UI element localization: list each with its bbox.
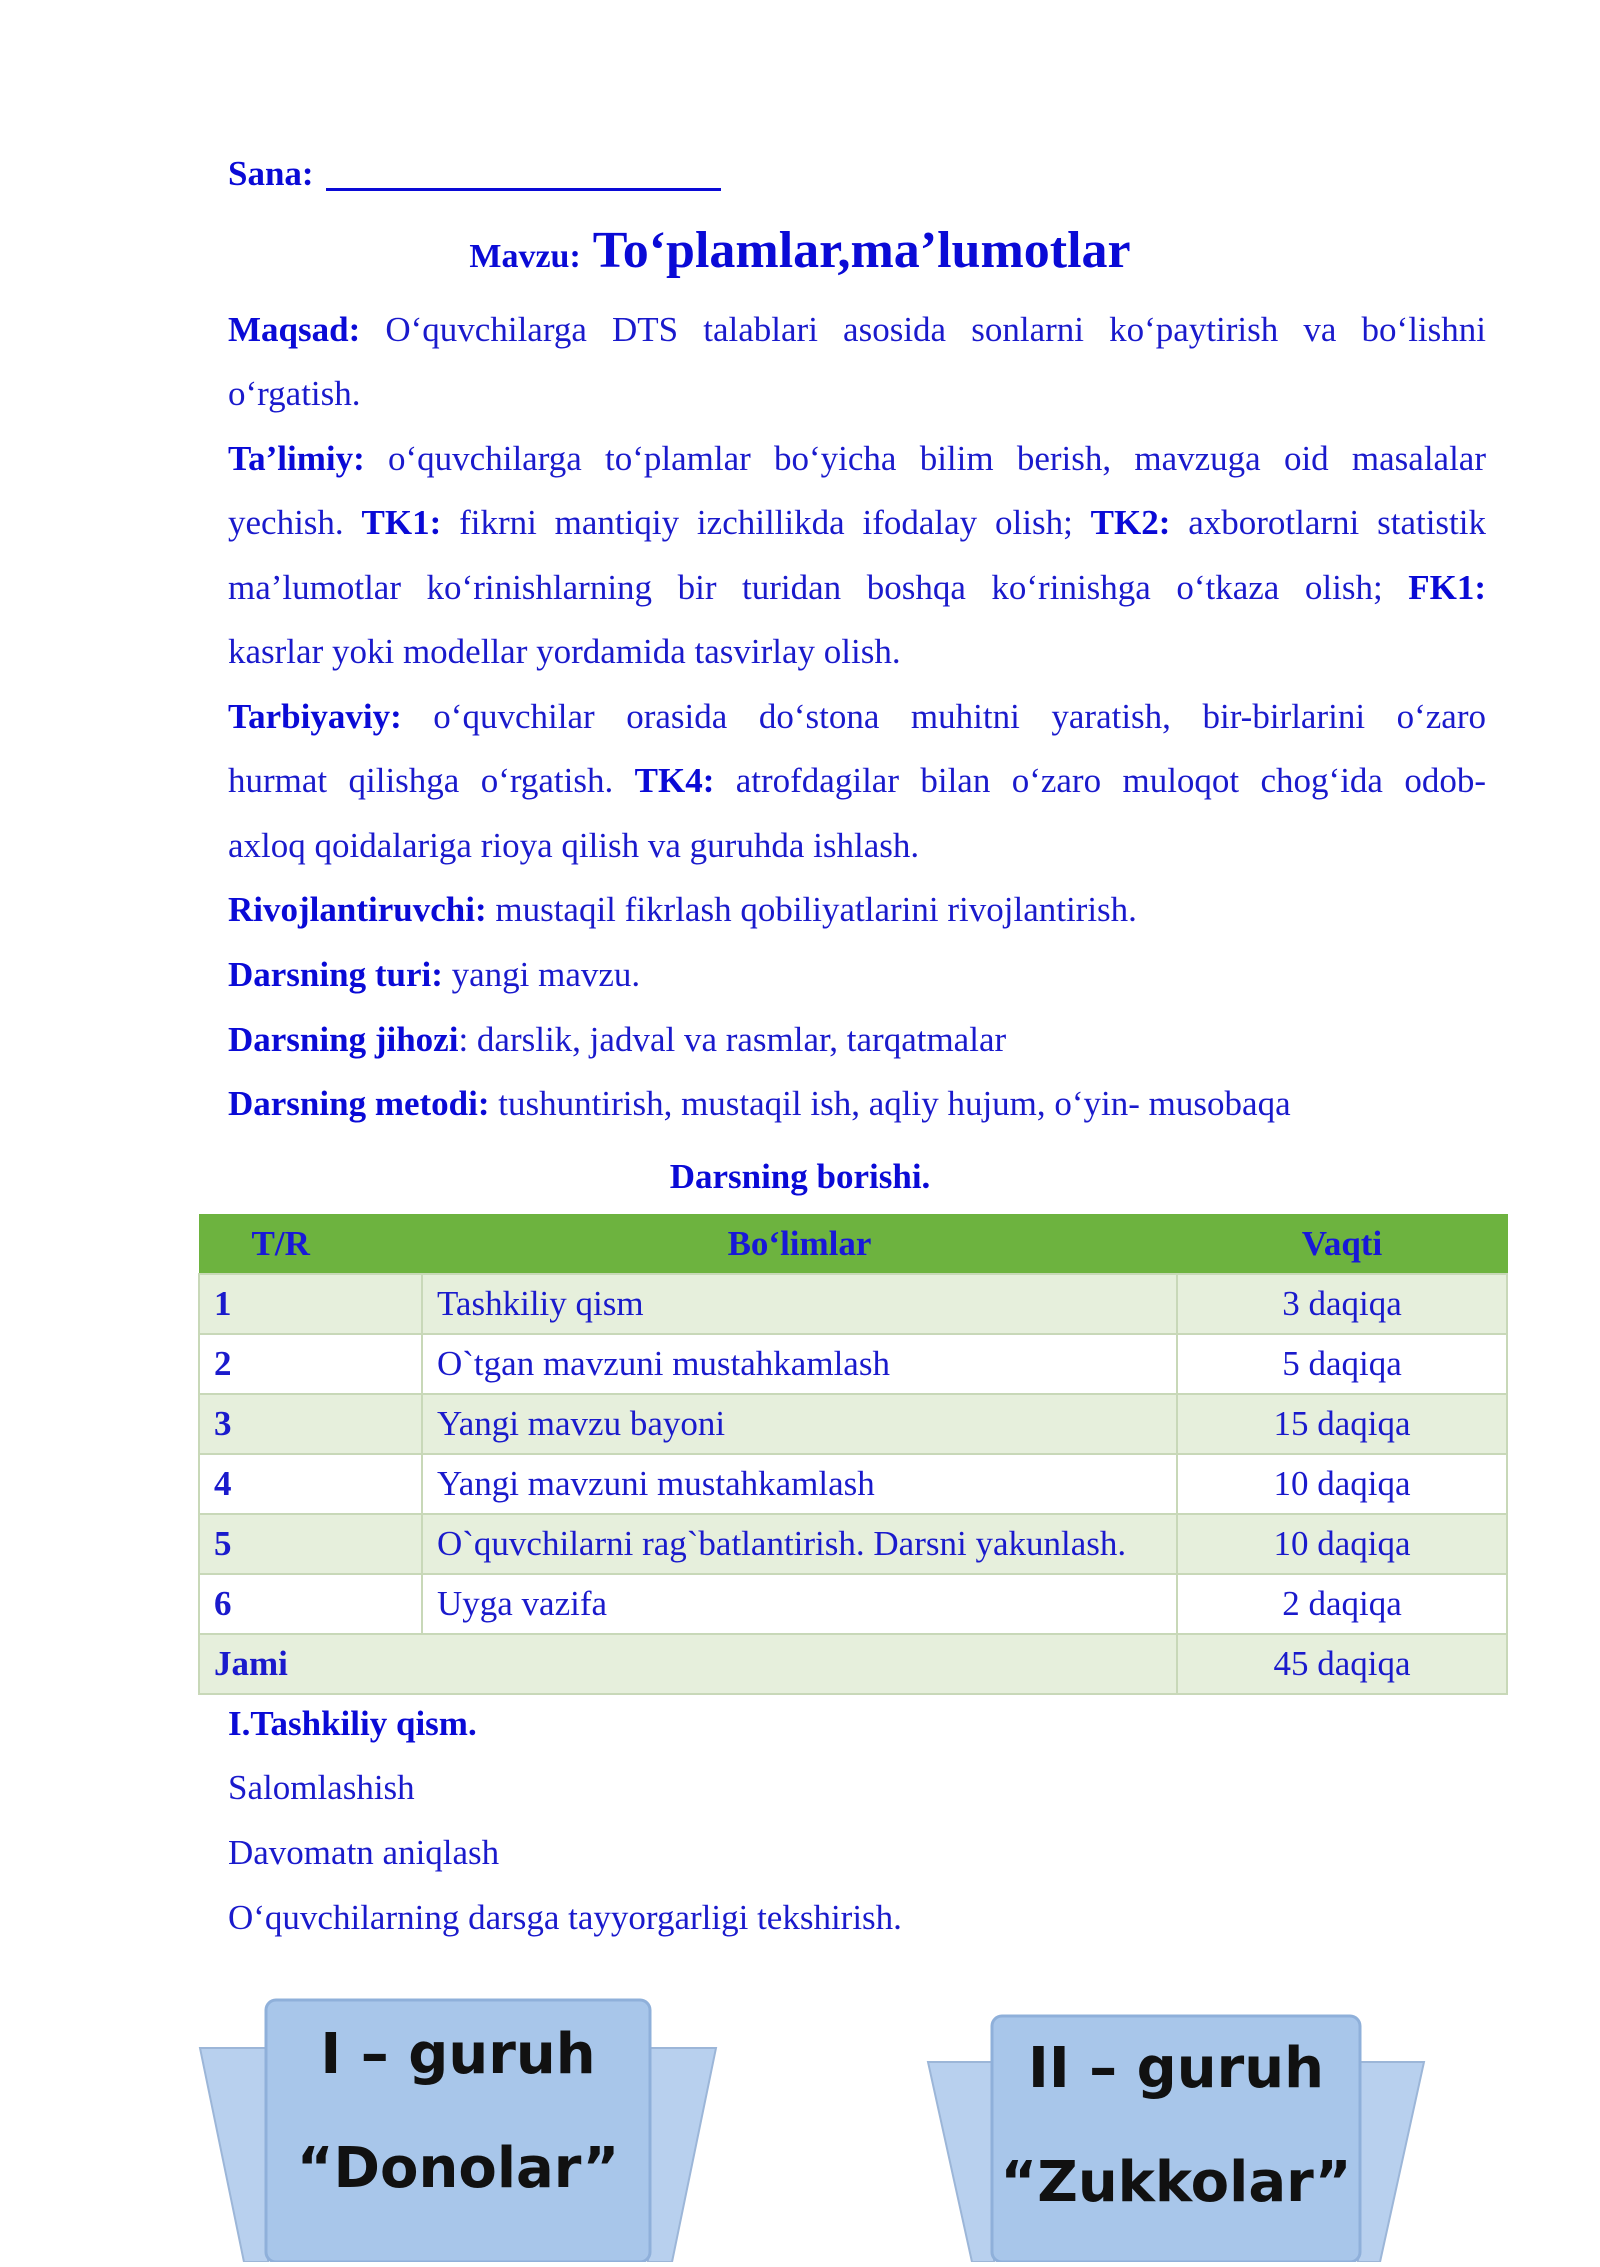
educational-text-2a: yechish. <box>228 503 362 542</box>
upbringing-text-2b: atrofdagilar bilan o‘zaro muloqot chog‘ida odob- <box>714 761 1486 800</box>
educational-line-1 <box>228 427 1486 491</box>
group-banner-1 <box>198 1996 718 2262</box>
row-number: 5 <box>199 1514 422 1574</box>
lesson-method-text: tushuntirish, mustaqil ish, aqliy hujum, o‘yin- musobaqa <box>489 1084 1291 1123</box>
lesson-type-label: Darsning turi: <box>228 955 443 994</box>
group-banner-2 <box>926 2012 1426 2262</box>
table-row <box>199 1394 1507 1454</box>
table-row <box>199 1454 1507 1514</box>
row-section: O`quvchilarni rag`batlantirish. Darsni yakunlash. <box>422 1514 1177 1574</box>
group-name-1: “Donolar” <box>296 2136 620 2201</box>
row-time: 10 daqiqa <box>1177 1454 1507 1514</box>
lesson-equipment-label: Darsning jihozi <box>228 1020 459 1059</box>
upbringing-line-2 <box>228 749 1486 813</box>
educational-text-2c: axborotlarni statistik <box>1170 503 1486 542</box>
educational-text-3: ma’lumotlar ko‘rinishlarning bir turidan boshqa ko‘rinishga o‘tkaza olish; <box>228 568 1409 607</box>
topic-line <box>0 216 1600 298</box>
group-name-2: “Zukkolar” <box>1000 2150 1352 2215</box>
row-section: Yangi mavzu bayoni <box>422 1394 1177 1454</box>
organizational-heading: I.Tashkiliy qism. <box>228 1704 477 1743</box>
row-time: 10 daqiqa <box>1177 1514 1507 1574</box>
lesson-type-line <box>228 943 1486 1007</box>
row-time: 2 daqiqa <box>1177 1574 1507 1634</box>
goal-text-2: o‘rgatish. <box>228 374 361 413</box>
total-time: 45 daqiqa <box>1177 1634 1507 1694</box>
developmental-text: mustaqil fikrlash qobiliyatlarini rivojlantirish. <box>486 890 1137 929</box>
educational-text-1: o‘quvchilarga to‘plamlar bo‘yicha bilim berish, mavzuga oid masalalar <box>364 439 1486 478</box>
goal-label: Maqsad: <box>228 310 361 349</box>
upbringing-line-3 <box>228 814 1486 878</box>
table-row <box>199 1574 1507 1634</box>
row-number: 1 <box>199 1274 422 1334</box>
lesson-plan-table <box>198 1214 1508 1695</box>
date-line <box>228 142 1486 206</box>
lesson-method-line <box>228 1072 1486 1136</box>
lesson-method-label: Darsning metodi: <box>228 1084 490 1123</box>
lesson-equipment-text: : darslik, jadval va rasmlar, tarqatmalar <box>458 1020 1007 1059</box>
row-number: 4 <box>199 1454 422 1514</box>
upbringing-text-3: axloq qoidalariga rioya qilish va guruhda ishlash. <box>228 826 920 865</box>
topic-title: To‘plamlar,ma’lumotlar <box>592 222 1131 279</box>
developmental-label: Rivojlantiruvchi: <box>228 890 487 929</box>
fk1-label: FK1: <box>1408 568 1486 607</box>
row-number: 6 <box>199 1574 422 1634</box>
educational-line-3 <box>228 556 1486 620</box>
table-row <box>199 1514 1507 1574</box>
row-section: Tashkiliy qism <box>422 1274 1177 1334</box>
tk2-label: TK2: <box>1090 503 1171 542</box>
table-header-time: Vaqti <box>1177 1215 1507 1275</box>
group-title-1: I – guruh <box>320 2022 596 2087</box>
upbringing-line-1 <box>228 685 1486 749</box>
row-section: Uyga vazifa <box>422 1574 1177 1634</box>
table-header-number: T/R <box>199 1215 422 1275</box>
row-number: 2 <box>199 1334 422 1394</box>
lesson-progress-title: Darsning borishi. <box>669 1157 931 1196</box>
table-row <box>199 1274 1507 1334</box>
table-header-row <box>199 1215 1507 1275</box>
date-blank <box>326 148 721 191</box>
upbringing-label: Tarbiyaviy: <box>228 697 402 736</box>
organizational-item: O‘quvchilarning darsga tayyorgarligi tekshirish. <box>228 1898 902 1937</box>
upbringing-text-1: o‘quvchilar orasida do‘stona muhitni yaratish, bir-birlarini o‘zaro <box>401 697 1486 736</box>
table-header-sections: Bo‘limlar <box>422 1215 1177 1275</box>
upbringing-text-2a: hurmat qilishga o‘rgatish. <box>228 761 635 800</box>
table-row <box>199 1334 1507 1394</box>
developmental-line <box>228 878 1486 942</box>
date-label: Sana: <box>228 154 314 193</box>
table-total-row <box>199 1634 1507 1694</box>
row-time: 5 daqiqa <box>1177 1334 1507 1394</box>
organizational-item: Davomatn aniqlash <box>228 1833 500 1872</box>
goal-text-1: O‘quvchilarga DTS talablari asosida sonlarni ko‘paytirish va bo‘lishni <box>360 310 1486 349</box>
lesson-equipment-line <box>228 1008 1486 1072</box>
educational-text-4: kasrlar yoki modellar yordamida tasvirlay olish. <box>228 632 901 671</box>
educational-label: Ta’limiy: <box>228 439 365 478</box>
lesson-type-text: yangi mavzu. <box>442 955 641 994</box>
topic-label: Mavzu: <box>469 238 581 275</box>
educational-line-4 <box>228 620 1486 684</box>
tk1-label: TK1: <box>361 503 442 542</box>
row-number: 3 <box>199 1394 422 1454</box>
goal-line-1 <box>228 298 1486 362</box>
educational-line-2 <box>228 491 1486 555</box>
row-time: 15 daqiqa <box>1177 1394 1507 1454</box>
organizational-item: Salomlashish <box>228 1768 415 1807</box>
row-section: Yangi mavzuni mustahkamlash <box>422 1454 1177 1514</box>
goal-line-2 <box>228 362 1486 426</box>
row-section: O`tgan mavzuni mustahkamlash <box>422 1334 1177 1394</box>
group-title-2: II – guruh <box>1028 2036 1324 2101</box>
tk4-label: TK4: <box>634 761 715 800</box>
total-label: Jami <box>199 1634 1177 1694</box>
row-time: 3 daqiqa <box>1177 1274 1507 1334</box>
educational-text-2b: fikrni mantiqiy izchillikda ifodalay olish; <box>441 503 1091 542</box>
